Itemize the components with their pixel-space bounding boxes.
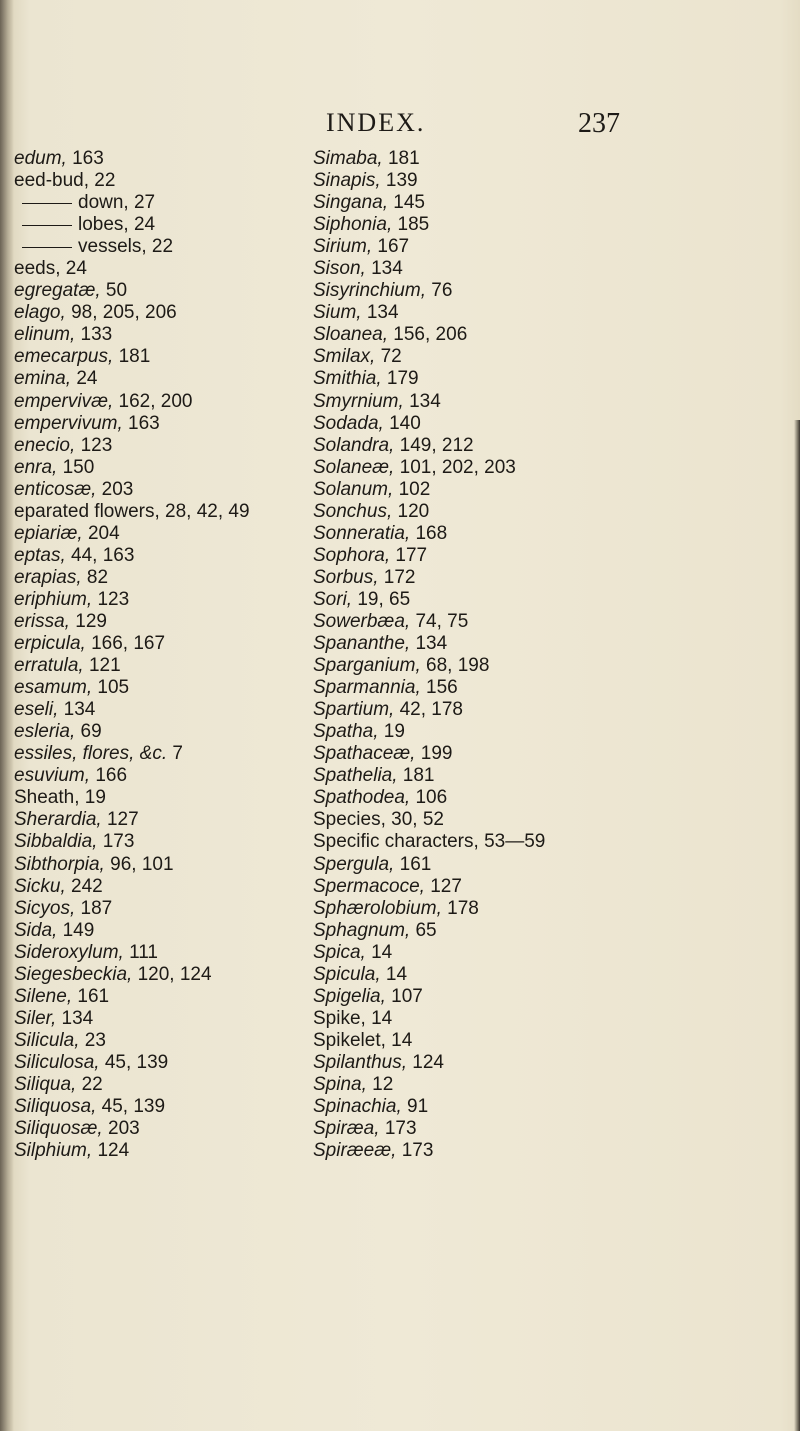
page-references: 173 — [384, 1118, 417, 1140]
page-references: 19 — [383, 721, 405, 743]
index-entry — [313, 170, 673, 192]
page-references: 150 — [62, 456, 95, 478]
page-references: 156 — [426, 677, 458, 699]
index-entry — [313, 545, 673, 567]
page-references: 166 — [95, 765, 128, 787]
index-term: vessels, — [78, 236, 147, 258]
page-references: 156, 206 — [393, 324, 468, 346]
index-term: Spiræeæ, — [313, 1140, 397, 1162]
page-references: 111 — [129, 941, 158, 963]
index-entry — [313, 1052, 673, 1074]
index-entry — [14, 611, 354, 633]
index-term: Sloanea, — [313, 324, 389, 346]
page-references: 91 — [407, 1096, 429, 1118]
index-term: Silphium, — [14, 1140, 93, 1162]
page-references: 178 — [447, 897, 479, 919]
index-entry — [313, 214, 673, 236]
index-term: Sisyrinchium, — [313, 280, 426, 302]
index-entry — [313, 964, 673, 986]
page-references: 53—59 — [484, 831, 546, 853]
index-entry — [313, 1118, 673, 1140]
page-references: 203 — [101, 478, 134, 500]
page-references: 107 — [391, 985, 423, 1007]
index-term: eparated flowers, — [14, 500, 160, 522]
index-term: eptas, — [14, 544, 66, 566]
index-entry — [14, 523, 354, 545]
index-term: Sideroxylum, — [14, 941, 124, 963]
index-entry — [14, 964, 354, 986]
index-term: Spicula, — [313, 963, 381, 985]
index-term: Siliquosæ, — [14, 1118, 103, 1140]
page-edge-shadow — [794, 420, 800, 1431]
ditto-dash — [22, 247, 72, 248]
index-entry — [313, 721, 673, 743]
index-entry — [313, 1008, 673, 1030]
page-references: 161 — [77, 985, 110, 1007]
index-entry — [14, 170, 354, 192]
index-entry — [313, 633, 673, 655]
index-column-right — [313, 148, 673, 1162]
page-references: 140 — [389, 412, 421, 434]
page-references: 134 — [371, 258, 403, 280]
index-term: Spathaceæ, — [313, 743, 416, 765]
index-entry — [313, 280, 673, 302]
page-references: 134 — [63, 699, 96, 721]
page-references: 120, 124 — [137, 963, 212, 985]
index-term: Sison, — [313, 258, 366, 280]
index-entry — [14, 1140, 354, 1162]
index-term: emecarpus, — [14, 346, 114, 368]
index-entry — [14, 1008, 354, 1030]
index-term: Specific characters, — [313, 831, 479, 853]
page-references: 50 — [105, 280, 128, 302]
index-term: Smyrnium, — [313, 390, 404, 412]
index-term: eriphium, — [14, 588, 93, 610]
page-references: 23 — [84, 1029, 106, 1051]
index-entry — [313, 391, 673, 413]
index-entry — [313, 876, 673, 898]
page-references: 123 — [80, 434, 113, 456]
index-term: emina, — [14, 368, 72, 390]
index-entry — [313, 677, 673, 699]
index-term: edum, — [14, 148, 67, 169]
index-term: lobes, — [78, 214, 129, 236]
index-entry — [14, 677, 354, 699]
index-term: Sparganium, — [313, 655, 421, 677]
index-entry — [14, 809, 354, 831]
index-term: Sherardia, — [14, 809, 102, 831]
index-entry — [14, 589, 354, 611]
index-term: Siphonia, — [313, 214, 393, 236]
index-entry — [14, 920, 354, 942]
index-entry — [14, 280, 354, 302]
index-term: esleria, — [14, 721, 76, 743]
page-references: 134 — [409, 390, 441, 412]
index-term: Sodada, — [313, 412, 384, 434]
page-title: INDEX. — [326, 108, 426, 137]
index-term: Species, — [313, 809, 386, 831]
page-references: 127 — [430, 875, 462, 897]
index-term: Sowerbæa, — [313, 610, 411, 632]
index-entry — [313, 523, 673, 545]
page-references: 30, 52 — [391, 809, 444, 831]
index-entry — [313, 1030, 673, 1052]
index-term: Spathodea, — [313, 787, 411, 809]
index-entry — [14, 986, 354, 1008]
index-term: Smithia, — [313, 368, 382, 390]
index-term: Spatha, — [313, 721, 379, 743]
page-references: 199 — [420, 743, 453, 765]
page-references: 187 — [80, 897, 113, 919]
index-term: Sphagnum, — [313, 919, 411, 941]
page-references: 123 — [97, 588, 130, 610]
index-term: eseli, — [14, 699, 59, 721]
index-entry — [313, 148, 673, 170]
page-references: 76 — [431, 280, 453, 302]
index-entry — [14, 479, 354, 501]
index-entry — [14, 831, 354, 853]
page-references: 19 — [84, 787, 106, 809]
index-term: enticosæ, — [14, 478, 97, 500]
index-term: Sonneratia, — [313, 522, 411, 544]
running-head — [0, 108, 800, 144]
page-references: 105 — [97, 677, 130, 699]
index-entry — [313, 986, 673, 1008]
index-entry — [313, 942, 673, 964]
index-entry — [313, 765, 673, 787]
index-term: Sibthorpia, — [14, 853, 105, 875]
ditto-dash — [22, 225, 72, 226]
index-entry — [313, 589, 673, 611]
index-entry — [313, 258, 673, 280]
index-entry — [313, 413, 673, 435]
index-entry — [14, 324, 354, 346]
index-term: Spathelia, — [313, 765, 398, 787]
index-entry — [313, 920, 673, 942]
page-references: 134 — [366, 302, 399, 324]
page-references: 161 — [399, 853, 432, 875]
index-term: erapias, — [14, 566, 82, 588]
index-term: Solandra, — [313, 434, 395, 456]
index-term: Solanum, — [313, 478, 394, 500]
index-term: enra, — [14, 456, 58, 478]
index-entry — [313, 368, 673, 390]
index-term: Silicula, — [14, 1029, 80, 1051]
index-entry — [14, 501, 354, 523]
index-term: elinum, — [14, 324, 76, 346]
index-term: Sicku, — [14, 875, 66, 897]
page-references: 74, 75 — [415, 610, 469, 632]
page-references: 181 — [387, 148, 420, 169]
index-term: Spica, — [313, 941, 366, 963]
page-references: 242 — [71, 875, 103, 897]
index-entry — [14, 898, 354, 920]
index-entry — [313, 479, 673, 501]
page-references: 166, 167 — [91, 633, 166, 655]
page-references: 12 — [372, 1073, 394, 1095]
page-references: 22 — [81, 1073, 103, 1095]
page-references: 162, 200 — [118, 390, 193, 412]
index-entry — [313, 787, 673, 809]
index-term: Spilanthus, — [313, 1051, 408, 1073]
page-references: 14 — [391, 1029, 413, 1051]
page-references: 44, 163 — [71, 544, 135, 566]
index-entry — [313, 236, 673, 258]
index-term: Sphærolobium, — [313, 897, 442, 919]
page-references: 145 — [393, 192, 425, 214]
index-term: empervivæ, — [14, 390, 114, 412]
index-entry — [313, 809, 673, 831]
index-term: egregatæ, — [14, 280, 101, 302]
index-entry — [14, 854, 354, 876]
page-references: 163 — [128, 412, 160, 434]
index-entry — [313, 854, 673, 876]
page-references: 72 — [380, 346, 402, 368]
page-references: 28, 42, 49 — [165, 500, 250, 522]
index-term: eed-bud, — [14, 170, 90, 192]
page-references: 124 — [412, 1051, 444, 1073]
index-entry — [14, 236, 354, 258]
index-entry — [14, 699, 354, 721]
index-term: Siegesbeckia, — [14, 963, 133, 985]
index-entry — [313, 324, 673, 346]
index-entry — [14, 721, 354, 743]
page-references: 167 — [377, 236, 410, 258]
index-term: down, — [78, 192, 129, 214]
page-references: 45, 139 — [104, 1051, 169, 1073]
index-term: Spermacoce, — [313, 875, 425, 897]
index-entry — [14, 368, 354, 390]
page-references: 65 — [415, 919, 437, 941]
index-term: Solaneæ, — [313, 456, 395, 478]
page-references: 139 — [385, 170, 418, 192]
page-references: 127 — [106, 809, 139, 831]
index-entry — [14, 148, 354, 170]
index-term: Sida, — [14, 919, 58, 941]
index-term: Singana, — [313, 192, 389, 214]
index-term: Siliquosa, — [14, 1096, 97, 1118]
index-entry — [14, 1052, 354, 1074]
page-references: 42, 178 — [399, 699, 463, 721]
page-references: 149 — [62, 919, 95, 941]
page-references: 129 — [75, 610, 107, 632]
index-entry — [313, 567, 673, 589]
index-entry — [313, 346, 673, 368]
index-entry — [313, 699, 673, 721]
page-references: 133 — [80, 324, 113, 346]
index-entry — [14, 1030, 354, 1052]
index-entry — [313, 501, 673, 523]
index-entry — [313, 1140, 673, 1162]
index-term: enecio, — [14, 434, 76, 456]
page-references: 69 — [80, 721, 102, 743]
page-references: 163 — [72, 148, 104, 169]
index-entry — [14, 942, 354, 964]
binding-gutter-shadow — [0, 0, 14, 1431]
index-entry — [14, 743, 354, 765]
page-references: 24 — [76, 368, 98, 390]
index-term: Silene, — [14, 985, 73, 1007]
index-term: Spiræa, — [313, 1118, 380, 1140]
page-references: 14 — [371, 941, 393, 963]
page-references: 14 — [371, 1007, 393, 1029]
page-references: 45, 139 — [101, 1096, 166, 1118]
index-entry — [14, 567, 354, 589]
index-term: Sori, — [313, 588, 353, 610]
index-entry — [14, 1118, 354, 1140]
index-column-left — [14, 148, 354, 1162]
page-references: 24 — [65, 258, 87, 280]
index-entry — [14, 655, 354, 677]
index-term: erissa, — [14, 610, 70, 632]
index-entry — [14, 1096, 354, 1118]
page-references: 96, 101 — [110, 853, 174, 875]
page-references: 101, 202, 203 — [399, 456, 516, 478]
index-entry — [14, 435, 354, 457]
page-references: 19, 65 — [357, 588, 411, 610]
page-references: 204 — [87, 522, 120, 544]
index-entry — [313, 831, 673, 853]
page-references: 82 — [86, 566, 109, 588]
page-references: 102 — [398, 478, 431, 500]
index-entry — [313, 655, 673, 677]
index-term: Spikelet, — [313, 1029, 386, 1051]
index-entry — [313, 435, 673, 457]
index-term: erpicula, — [14, 633, 86, 655]
index-term: Sonchus, — [313, 500, 393, 522]
page-number: 237 — [578, 108, 620, 139]
page-references: 179 — [386, 368, 419, 390]
page-references: 27 — [133, 192, 156, 214]
page-references: 24 — [133, 214, 156, 236]
index-term: essiles, flores, &c. — [14, 743, 168, 765]
page-references: 134 — [61, 1007, 94, 1029]
index-term: epiariæ, — [14, 522, 83, 544]
index-term: eeds, — [14, 258, 61, 280]
page-references: 173 — [401, 1140, 434, 1162]
index-entry — [313, 192, 673, 214]
page-references: 7 — [172, 743, 183, 765]
index-term: Spinachia, — [313, 1096, 402, 1118]
index-entry — [313, 743, 673, 765]
index-entry — [14, 214, 354, 236]
index-term: Sibbaldia, — [14, 831, 98, 853]
index-term: Spartium, — [313, 699, 395, 721]
index-term: erratula, — [14, 655, 84, 677]
index-term: Sorbus, — [313, 566, 379, 588]
index-term: Sirium, — [313, 236, 373, 258]
index-entry — [14, 413, 354, 435]
index-term: elago, — [14, 302, 66, 324]
index-term: Sheath, — [14, 787, 80, 809]
index-entry — [14, 633, 354, 655]
index-term: Spigelia, — [313, 985, 386, 1007]
index-entry — [313, 457, 673, 479]
page-references: 172 — [383, 566, 416, 588]
page-references: 120 — [397, 500, 430, 522]
page-references: 177 — [395, 544, 428, 566]
index-term: esamum, — [14, 677, 93, 699]
index-term: Simaba, — [313, 148, 383, 169]
index-term: empervivum, — [14, 412, 123, 434]
index-entry — [14, 876, 354, 898]
index-term: esuvium, — [14, 765, 91, 787]
page-references: 124 — [97, 1140, 130, 1162]
index-term: Sparmannia, — [313, 677, 421, 699]
index-term: Spike, — [313, 1007, 366, 1029]
index-entry — [14, 545, 354, 567]
index-term: Spergula, — [313, 853, 395, 875]
index-entry — [14, 258, 354, 280]
index-entry — [14, 346, 354, 368]
index-entry — [14, 457, 354, 479]
page-references: 181 — [402, 765, 435, 787]
page-references: 22 — [94, 170, 116, 192]
index-entry — [313, 611, 673, 633]
index-term: Sophora, — [313, 544, 391, 566]
index-term: Spina, — [313, 1073, 367, 1095]
index-entry — [313, 898, 673, 920]
index-entry — [14, 1074, 354, 1096]
index-entry — [14, 192, 354, 214]
index-entry — [14, 302, 354, 324]
index-entry — [313, 1096, 673, 1118]
index-term: Sicyos, — [14, 897, 76, 919]
page-references: 22 — [151, 236, 174, 258]
ditto-dash — [22, 203, 72, 204]
index-term: Smilax, — [313, 346, 376, 368]
page-references: 134 — [415, 633, 448, 655]
page-references: 168 — [415, 522, 448, 544]
index-term: Siliqua, — [14, 1073, 77, 1095]
index-term: Siler, — [14, 1007, 57, 1029]
index-term: Sium, — [313, 302, 362, 324]
page-references: 68, 198 — [426, 655, 490, 677]
page-references: 149, 212 — [399, 434, 474, 456]
page-references: 185 — [397, 214, 430, 236]
index-entry — [14, 787, 354, 809]
page-references: 181 — [118, 346, 151, 368]
page-references: 121 — [88, 655, 121, 677]
page-references: 14 — [385, 963, 408, 985]
page-references: 98, 205, 206 — [71, 302, 177, 324]
index-entry — [14, 391, 354, 413]
page-references: 203 — [108, 1118, 140, 1140]
page-references: 106 — [415, 787, 448, 809]
index-term: Spananthe, — [313, 633, 411, 655]
index-entry — [14, 765, 354, 787]
index-entry — [313, 302, 673, 324]
index-term: Siliculosa, — [14, 1051, 100, 1073]
index-term: Sinapis, — [313, 170, 381, 192]
index-entry — [313, 1074, 673, 1096]
page-references: 173 — [102, 831, 135, 853]
